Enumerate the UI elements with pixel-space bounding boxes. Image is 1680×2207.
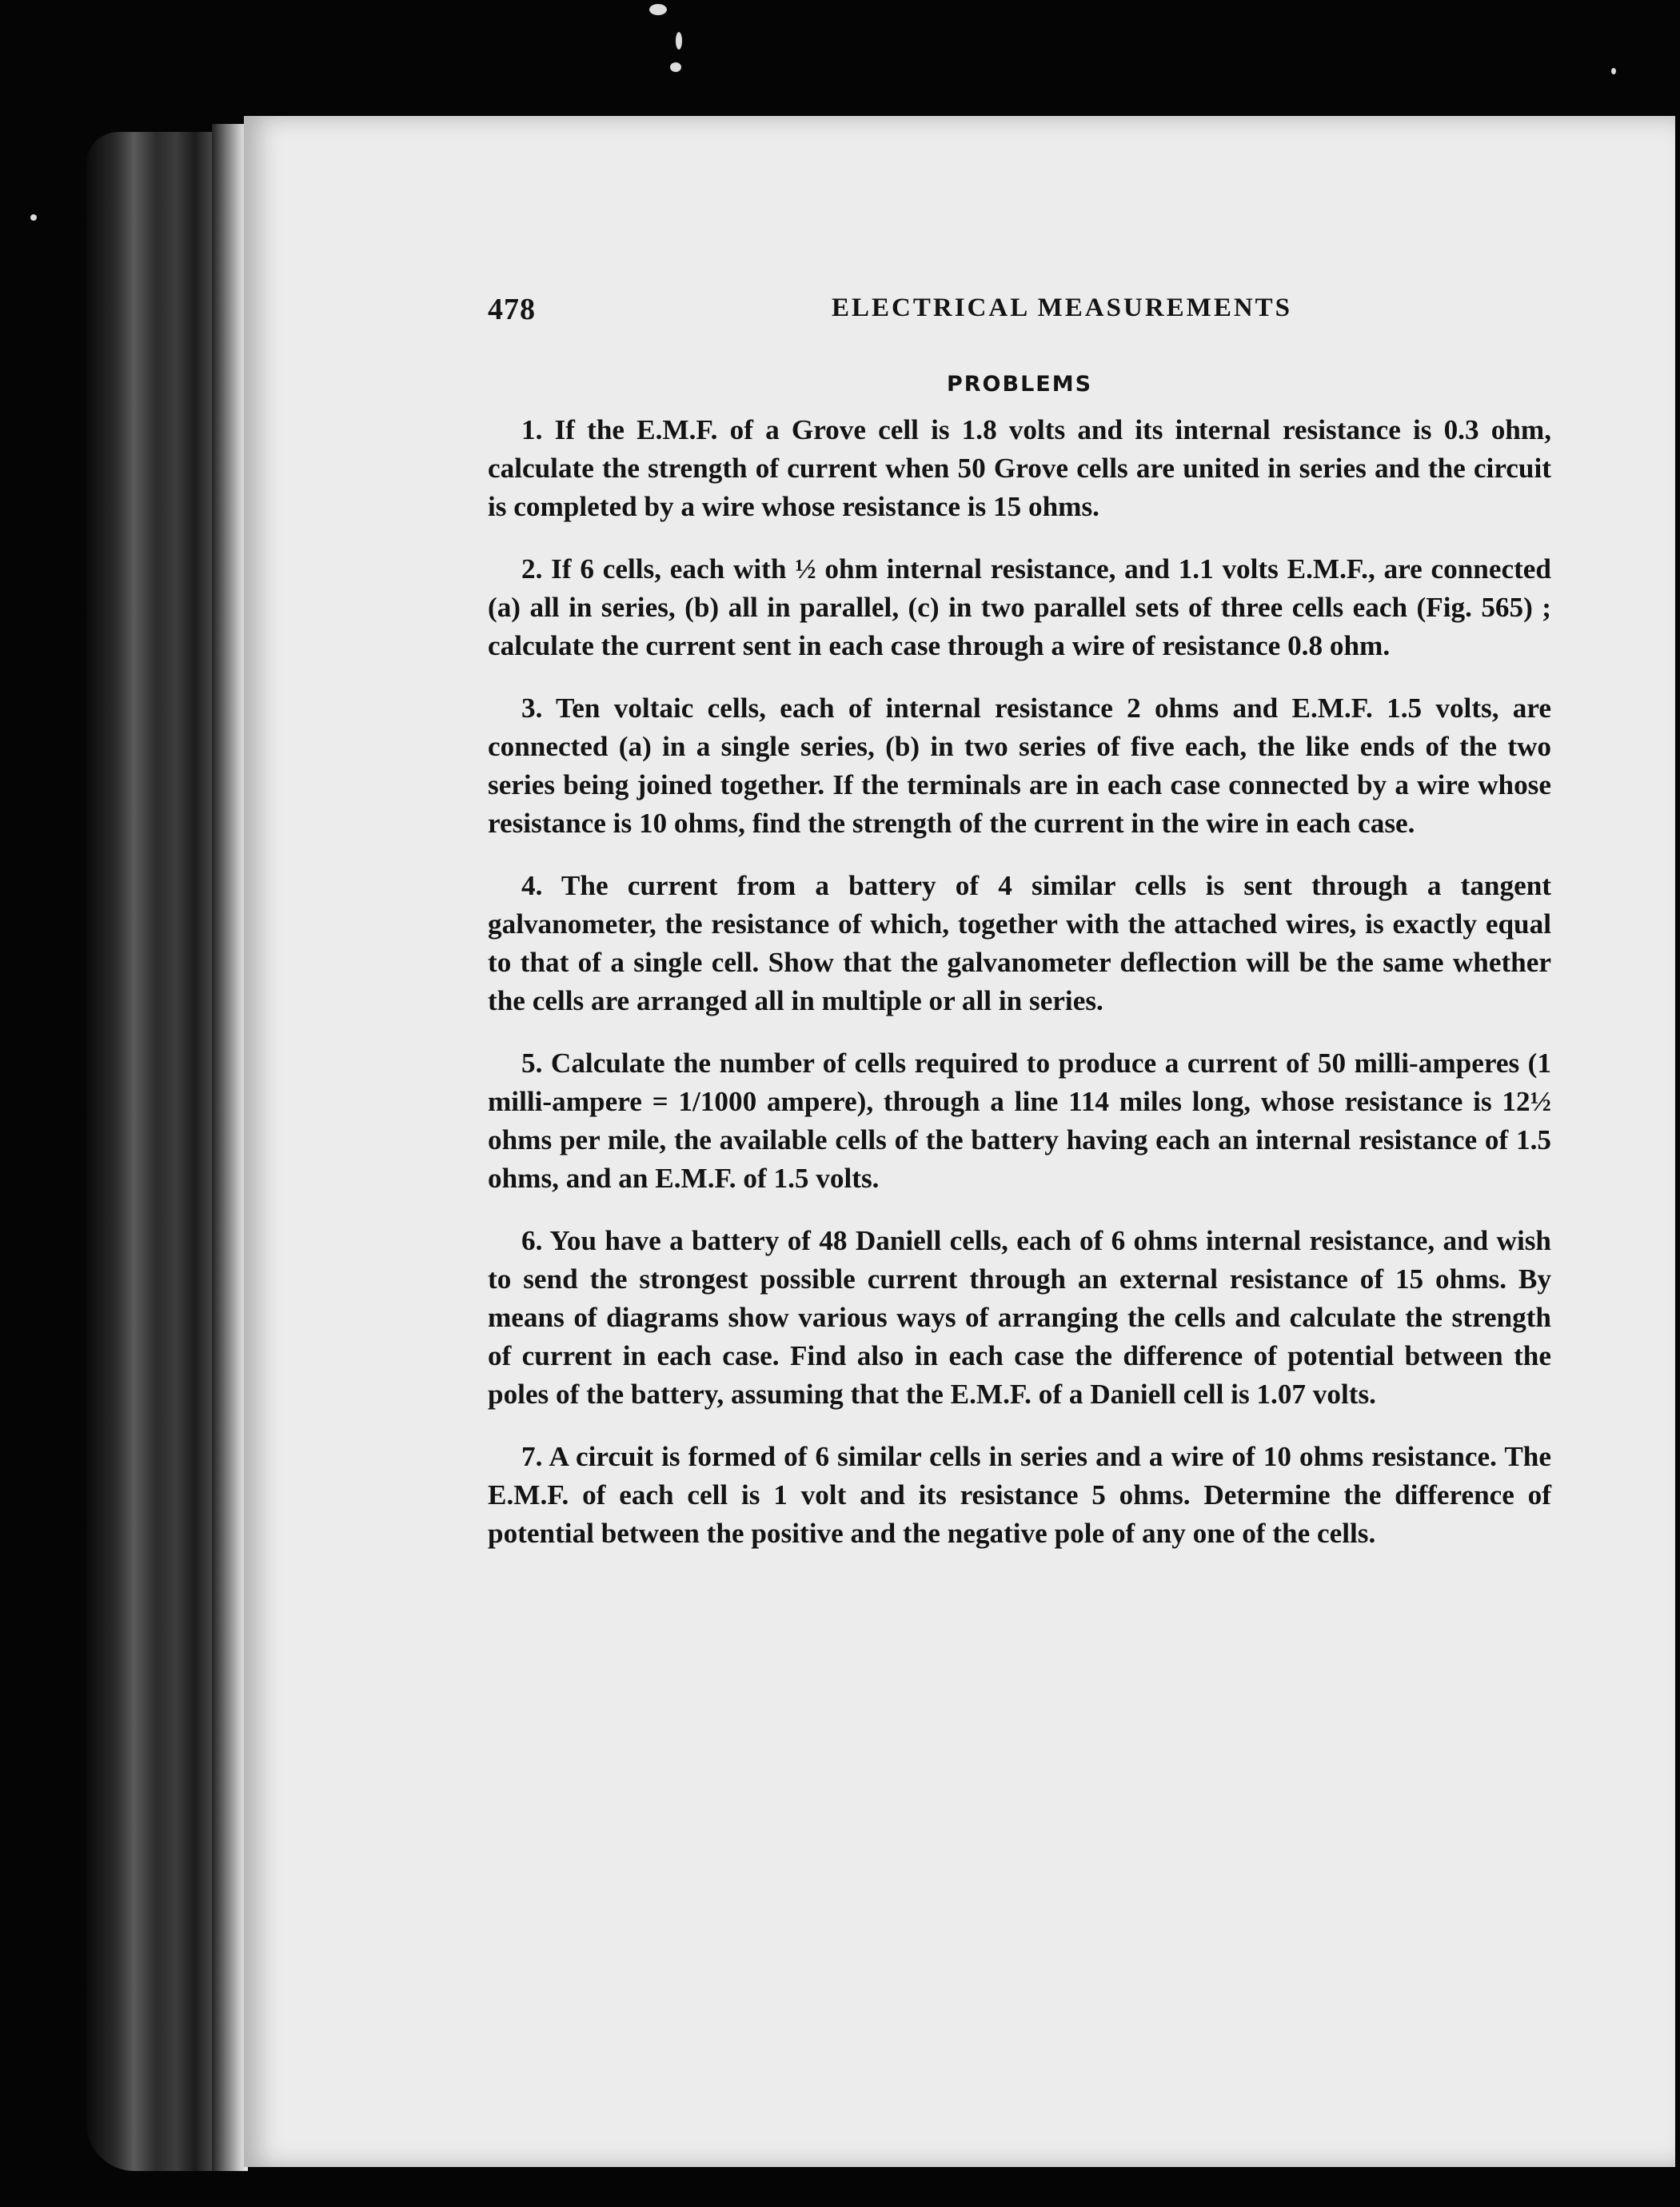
- problem-7: 7. A circuit is formed of 6 similar cells in series and a wire of 10 ohms resistance. The E.M.F. of each cell is 1 volt and its resistance 5 ohms. Determine the difference of potential between the positive and the negative pole of any one of the cells.: [488, 1441, 1551, 1549]
- running-head: ELECTRICAL MEASUREMENTS: [832, 293, 1293, 322]
- page-edge: [212, 124, 248, 2171]
- dust-speck: [30, 214, 37, 221]
- dust-speck: [1611, 68, 1616, 74]
- page-header: [488, 292, 1551, 341]
- problem-4: 4. The current from a battery of 4 similar cells is sent through a tangent galvanometer, the resistance of which, together with the attached wires, is exactly equal to that of a single cell. Show that the galvanometer deflection will be the same whether the cells are arranged all in multiple or all in series.: [488, 870, 1551, 1016]
- dust-speck: [670, 62, 681, 72]
- problem-3: 3. Ten voltaic cells, each of internal resistance 2 ohms and E.M.F. 1.5 volts, are connected (a) in a single series, (b) in two series of five each, the like ends of the two series being joined together. If the terminals are in each case connected by a wire whose resistance is 10 ohms, find the strength of the current in the wire in each case.: [488, 692, 1551, 839]
- problem-6: 6. You have a battery of 48 Daniell cells, each of 6 ohms internal resistance, and wish to send the strongest possible current through an external resistance of 15 ohms. By means of diagrams show various ways of arranging the cells and calculate the strength of current in each case. Find also in each case the difference of potential between the poles of the battery, assuming that the E.M.F. of a Daniell cell is 1.07 volts.: [488, 1225, 1551, 1410]
- page-text: [488, 292, 1551, 1577]
- dust-speck: [649, 4, 667, 15]
- page-number: 478: [488, 293, 536, 326]
- problem-2: 2. If 6 cells, each with ½ ohm internal resistance, and 1.1 volts E.M.F., are connected (a) all in series, (b) all in parallel, (c) in two parallel sets of three cells each (Fig. 565) ; calculate the current sent in each case through a wire of resistance 0.8 ohm.: [488, 553, 1551, 661]
- section-title: PROBLEMS: [946, 372, 1093, 397]
- dust-speck: [676, 32, 682, 50]
- problem-5: 5. Calculate the number of cells required to produce a current of 50 milli-amperes (1 milli-ampere = 1/1000 ampere), through a line 114 miles long, whose resistance is 12½ ohms per mile, the available cells of the battery having each an internal resistance of 1.5 ohms, and an E.M.F. of 1.5 volts.: [488, 1048, 1551, 1194]
- problem-1: 1. If the E.M.F. of a Grove cell is 1.8 volts and its internal resistance is 0.3 ohm, calculate the strength of current when 50 Grove cells are united in series and the circuit is completed by a wire whose resistance is 15 ohms.: [488, 414, 1551, 522]
